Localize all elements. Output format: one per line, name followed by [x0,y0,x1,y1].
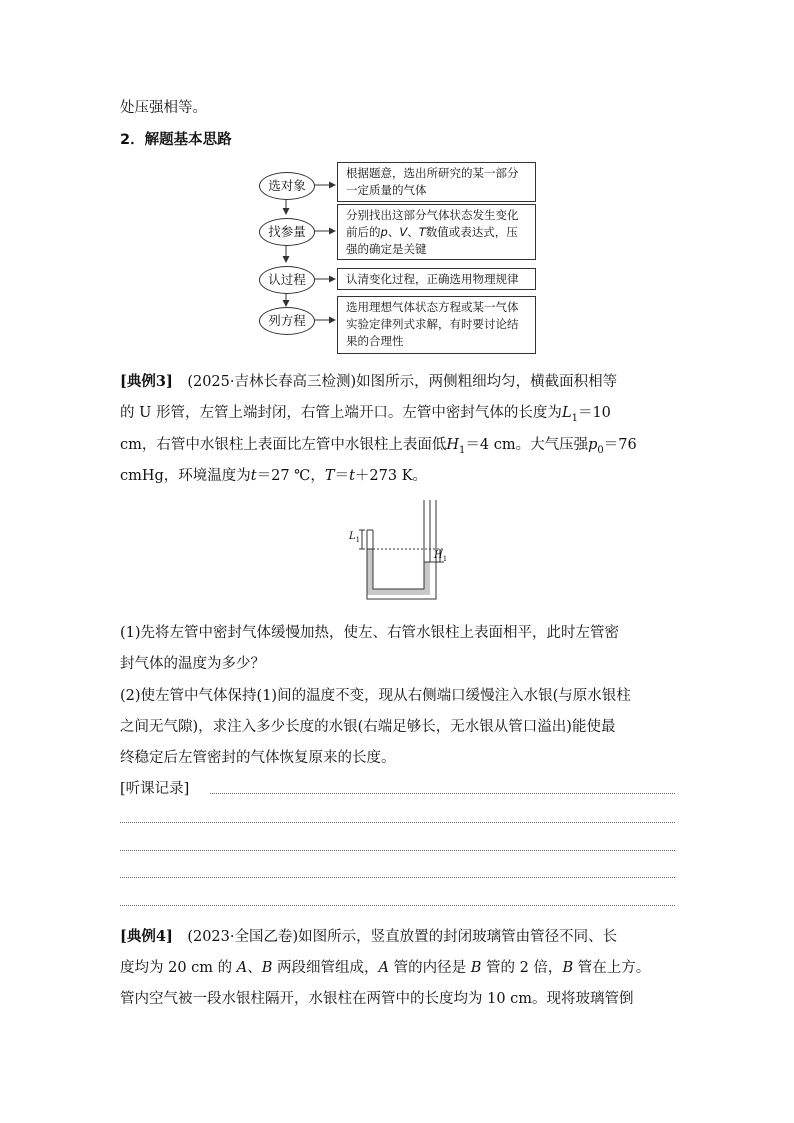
flow-desc-identify-process: 认清变化过程，正确选用物理规律 [337,268,536,290]
flow-desc-write-equation: 选用理想气体状态方程或某一气体实验定律列式求解，有时要讨论结果的合理性 [337,296,536,354]
example4-line1: [典例4] (2023·全国乙卷)如图所示，竖直放置的封闭玻璃管由管径不同、长 [120,928,618,945]
example3-line3: cm，右管中水银柱上表面比左管中水银柱上表面低$H_1=4$ cm。大气压强$p_0=76$ [120,437,637,456]
question2-line2: 之间无气隙)，求注入多少长度的水银(右端足够长，无水银从管口溢出)能使最 [120,719,616,735]
flow-desc-select-object: 根据题意，选出所研究的某一部分一定质量的气体 [337,162,536,202]
flow-step-identify-process: 认过程 [259,266,315,294]
question1-line1: (1)先将左管中密封气体缓慢加热，使左、右管水银柱上表面相平，此时左管密 [120,625,620,641]
question2-line3: 终稳定后左管密封的气体恢复原来的长度。 [120,750,396,766]
question1-line2: 封气体的温度为多少？ [120,656,265,672]
notes-line [120,822,675,823]
flow-desc-find-parameters: 分别找出这部分气体状态发生变化前后的p、V、T数值或表达式，压强的确定是关键 [337,204,536,260]
fig-label-L1: $L_1$ [349,531,361,544]
u-tube-figure [340,495,450,605]
example4-line2: 度均为 20 cm 的 A、B 两段细管组成，A 管的内径是 B 管的 2 倍，B 管在上方。 [120,960,651,976]
notes-label: [听课记录] [120,781,190,797]
example3-line2: 的 U 形管，左管上端封闭，右管上端开口。左管中密封气体的长度为$L_1=10$ [120,405,611,424]
notes-line [210,793,675,794]
notes-line [120,850,675,851]
paragraph-continuation: 处压强相等。 [120,100,207,116]
question2-line1: (2)使左管中气体保持(1)间的温度不变，现从右侧端口缓慢注入水银(与原水银柱 [120,688,631,704]
flow-step-write-equation: 列方程 [259,307,315,335]
flow-step-select-object: 选对象 [259,172,315,200]
section-heading: 2．解题基本思路 [120,132,232,148]
example4-line3: 管内空气被一段水银柱隔开，水银柱在两管中的长度均为 10 cm。现将玻璃管倒 [120,991,634,1007]
example3-line1: [典例3] (2025·吉林长春高三检测)如图所示，两侧粗细均匀，横截面积相等 [120,373,618,390]
notes-line [120,905,675,906]
example3-line4: cmHg，环境温度为t＝27 ℃，T＝t＋273 K。 [120,468,428,484]
flow-step-find-parameters: 找参量 [259,218,315,246]
notes-line [120,877,675,878]
fig-label-H1: $H_1$ [434,550,448,563]
